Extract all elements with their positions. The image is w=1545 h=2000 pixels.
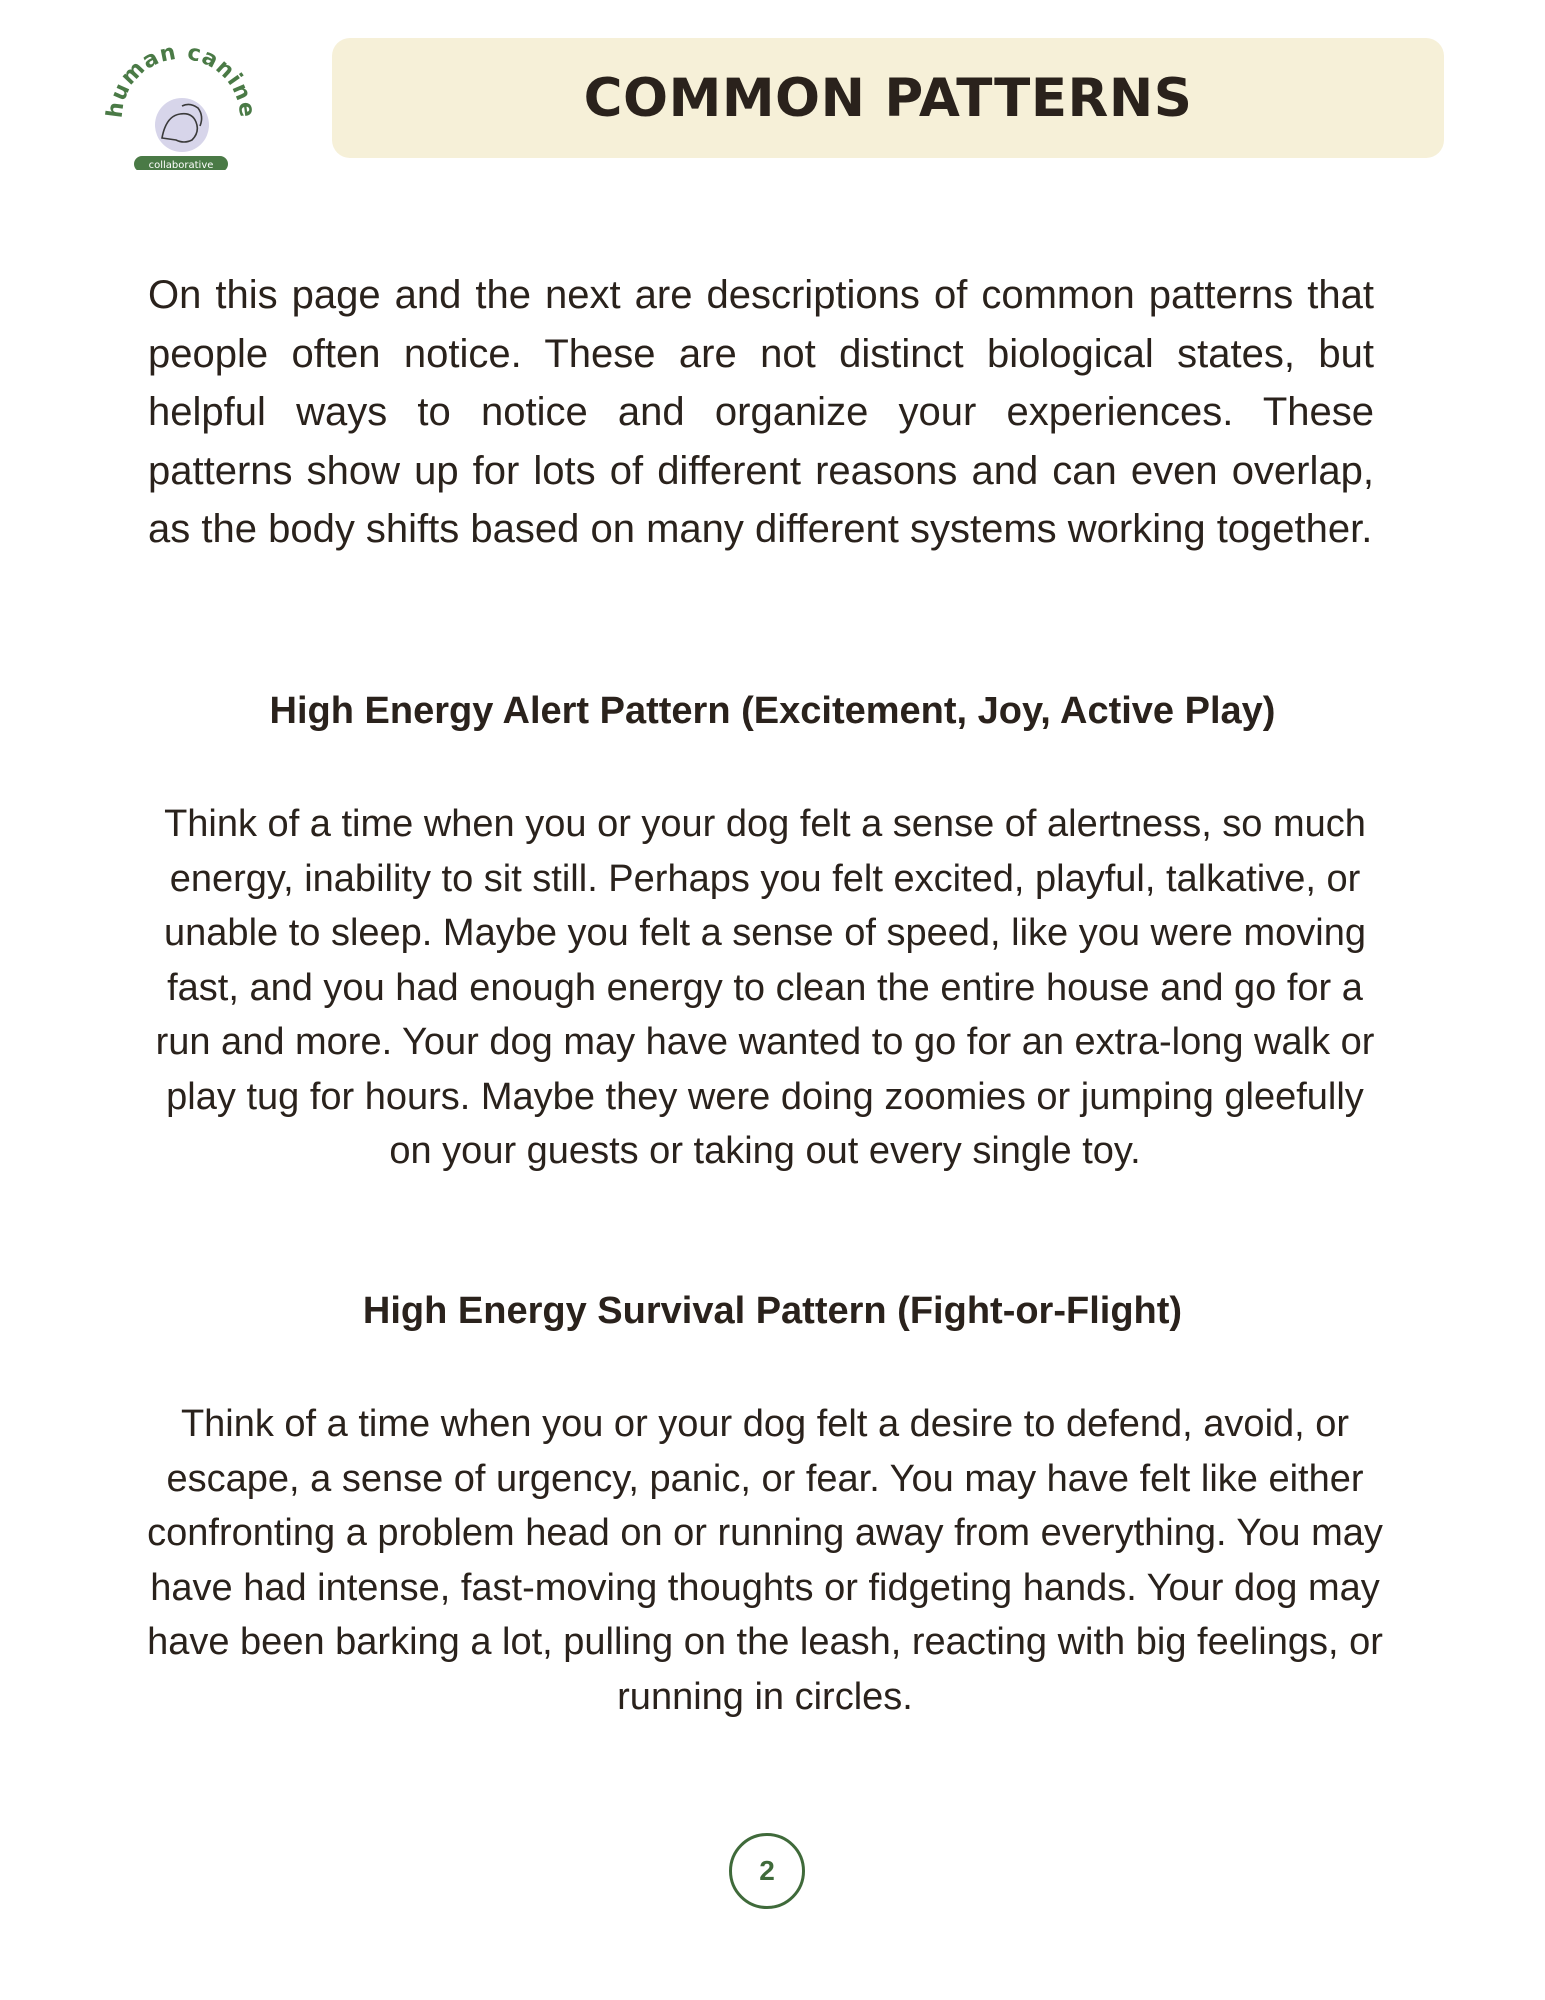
section-body-high-energy-alert: Think of a time when you or your dog felt a sense of alertness, so much energy, inability to sit still. Perhaps you felt excited, playful, talkative, or unable to sleep. Maybe you felt a sense of speed, like you were moving fast, and you had enough energy to clean the entire house and go for a run and more. Your dog may have wanted to go for an extra-long walk or play tug for hours. Maybe they were doing zoomies or jumping gleefully on your guests or taking out every single toy. <box>155 803 1375 1172</box>
section-body-high-energy-survival: Think of a time when you or your dog felt a desire to defend, avoid, or escape, a sense of urgency, panic, or fear. You may have felt like either confronting a problem head on or running away from everything. You may have had intense, fast-moving thoughts or fidgeting hands. Your dog may have been barking a lot, pulling on the leash, reacting with big feelings, or running in circles. <box>147 1403 1383 1718</box>
title-banner <box>332 38 1444 158</box>
section-heading-high-energy-alert: High Energy Alert Pattern (Excitement, Joy, Active Play) <box>269 690 1276 732</box>
logo-graphic <box>100 40 260 170</box>
page-number-badge <box>729 1833 805 1909</box>
page-number: 2 <box>759 1855 775 1886</box>
logo-arc-text: human canine <box>102 40 260 120</box>
section-heading-high-energy-survival: High Energy Survival Pattern (Fight-or-Flight) <box>362 1290 1183 1332</box>
intro-paragraph: On this page and the next are descriptions of common patterns that people often notice. These are not distinct biological states, but helpful ways to notice and organize your experiences. These patterns show up for lots of different reasons and can even overlap, as the body shifts based on many different systems working together. <box>148 273 1374 551</box>
page-title: COMMON PATTERNS <box>583 67 1193 129</box>
logo-tag-text: collaborative <box>148 160 214 170</box>
human-canine-logo <box>100 40 260 170</box>
